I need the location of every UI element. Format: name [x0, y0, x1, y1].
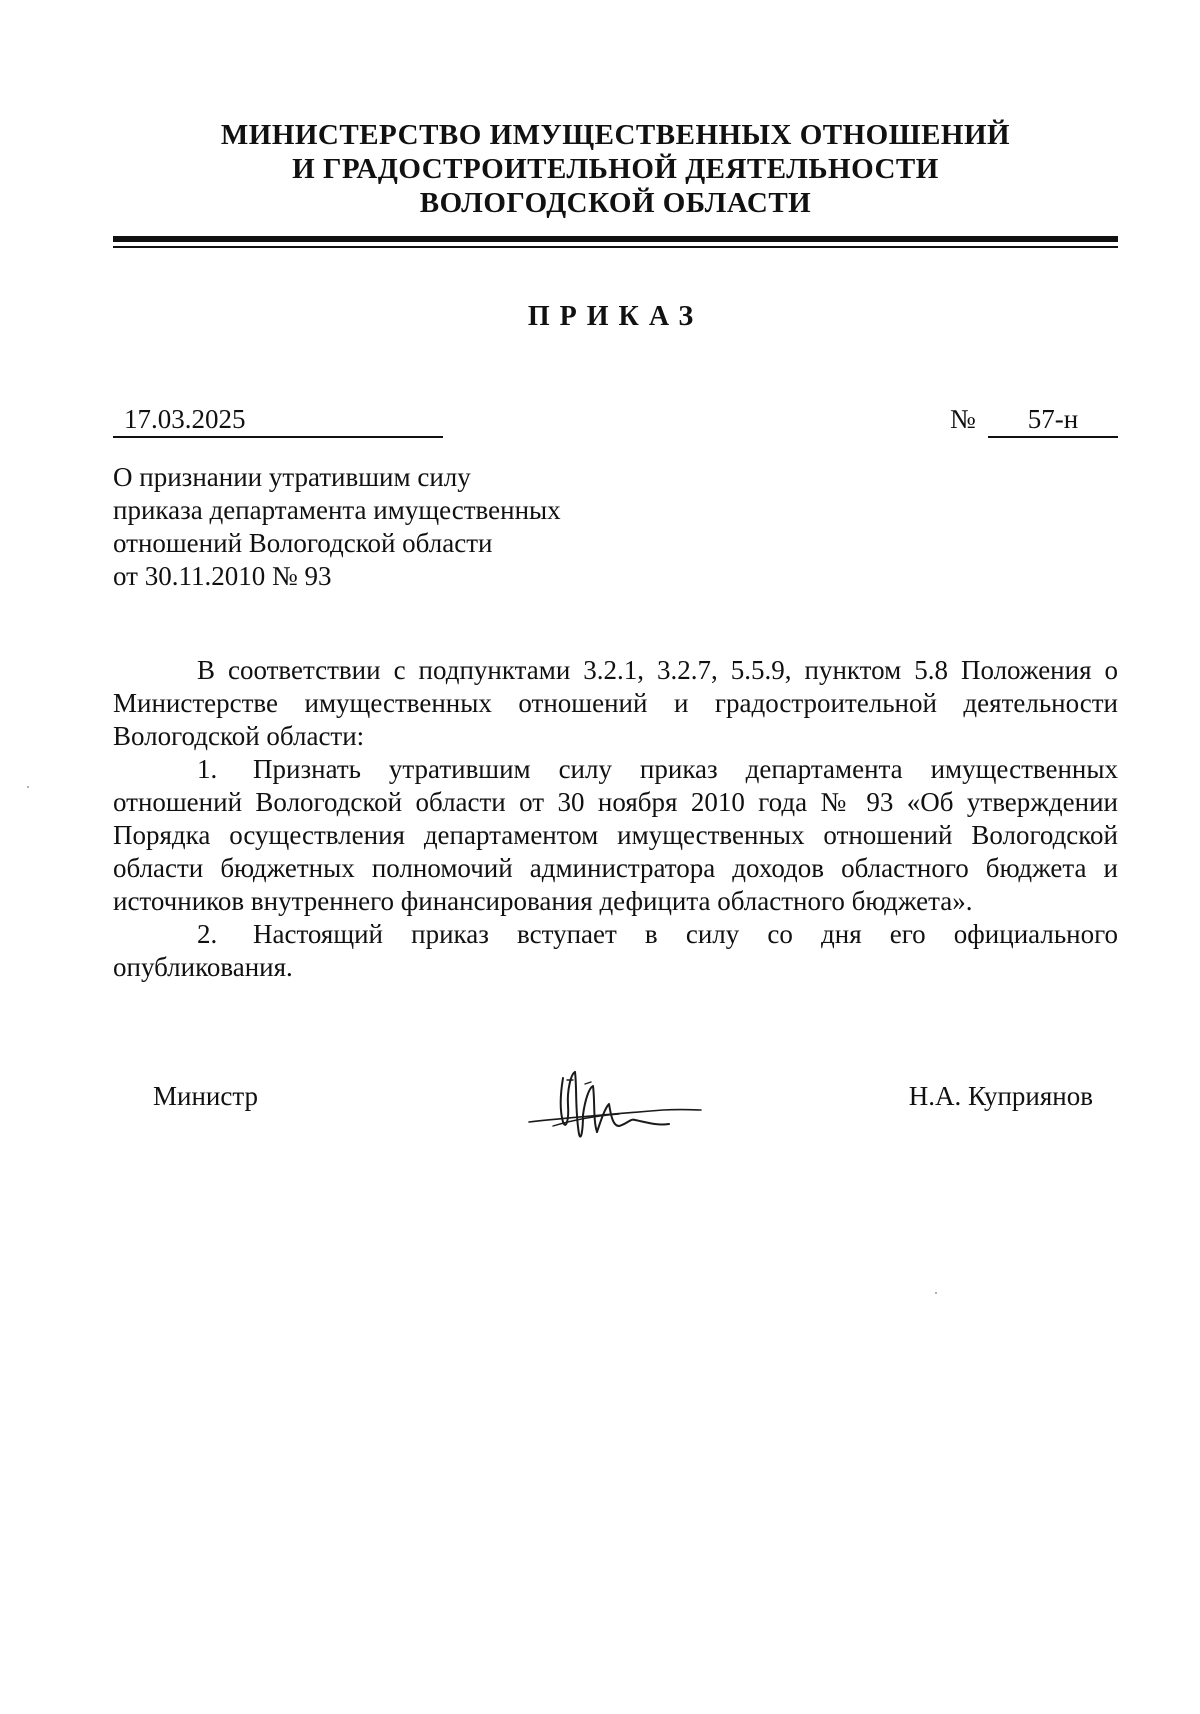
scan-speck — [27, 786, 29, 788]
item-1-paragraph — [113, 753, 1118, 918]
subject-line-1: О признании утратившим силу — [113, 462, 471, 492]
item-1-text: Признать утратившим силу приказ департамента имущественных отношений Вологодской области от 30 ноября 2010 года № 93 «Об утверждении Порядка осуществления департаментом имущественных отношений Вологодской области бюджетных полномочий администратора доходов областного бюджета и источников внутреннего финансирования дефицита областного бюджета». — [113, 754, 1118, 916]
preamble-paragraph: В соответствии с подпунктами 3.2.1, 3.2.7, 5.5.9, пунктом 5.8 Положения о Министерстве имущественных отношений и градостроительной деятельности Вологодской области: — [113, 655, 1118, 751]
scan-speck — [935, 1292, 937, 1294]
order-subject — [113, 461, 561, 593]
order-number-block — [950, 402, 1118, 438]
header-rule-thin — [113, 246, 1118, 248]
item-2-number: 2. — [197, 919, 218, 949]
header-rule-thick — [113, 236, 1118, 242]
order-body — [113, 654, 1118, 984]
header-line-1: МИНИСТЕРСТВО ИМУЩЕСТВЕННЫХ ОТНОШЕНИЙ — [220, 119, 1011, 151]
header-line-3: ВОЛОГОДСКОЙ ОБЛАСТИ — [419, 187, 812, 219]
number-sign: № — [950, 404, 976, 434]
header-line-2: И ГРАДОСТРОИТЕЛЬНОЙ ДЕЯТЕЛЬНОСТИ — [292, 153, 939, 185]
order-date: 17.03.2025 — [113, 402, 443, 438]
signature-block — [113, 1060, 1118, 1150]
item-2-paragraph — [113, 918, 1118, 984]
document-type-title: ПРИКАЗ — [527, 301, 704, 332]
subject-line-2: приказа департамента имущественных — [113, 495, 561, 525]
signatory-name: Н.А. Куприянов — [908, 1081, 1093, 1111]
subject-line-4: от 30.11.2010 № 93 — [113, 561, 332, 591]
order-number: 57-н — [988, 402, 1118, 438]
handwritten-signature — [523, 1060, 703, 1150]
signatory-title: Министр — [153, 1081, 258, 1111]
item-1-number: 1. — [197, 754, 218, 784]
item-2-text: Настоящий приказ вступает в силу со дня его официального опубликования. — [113, 919, 1118, 982]
ministry-header — [113, 118, 1118, 220]
subject-line-3: отношений Вологодской области — [113, 528, 493, 558]
